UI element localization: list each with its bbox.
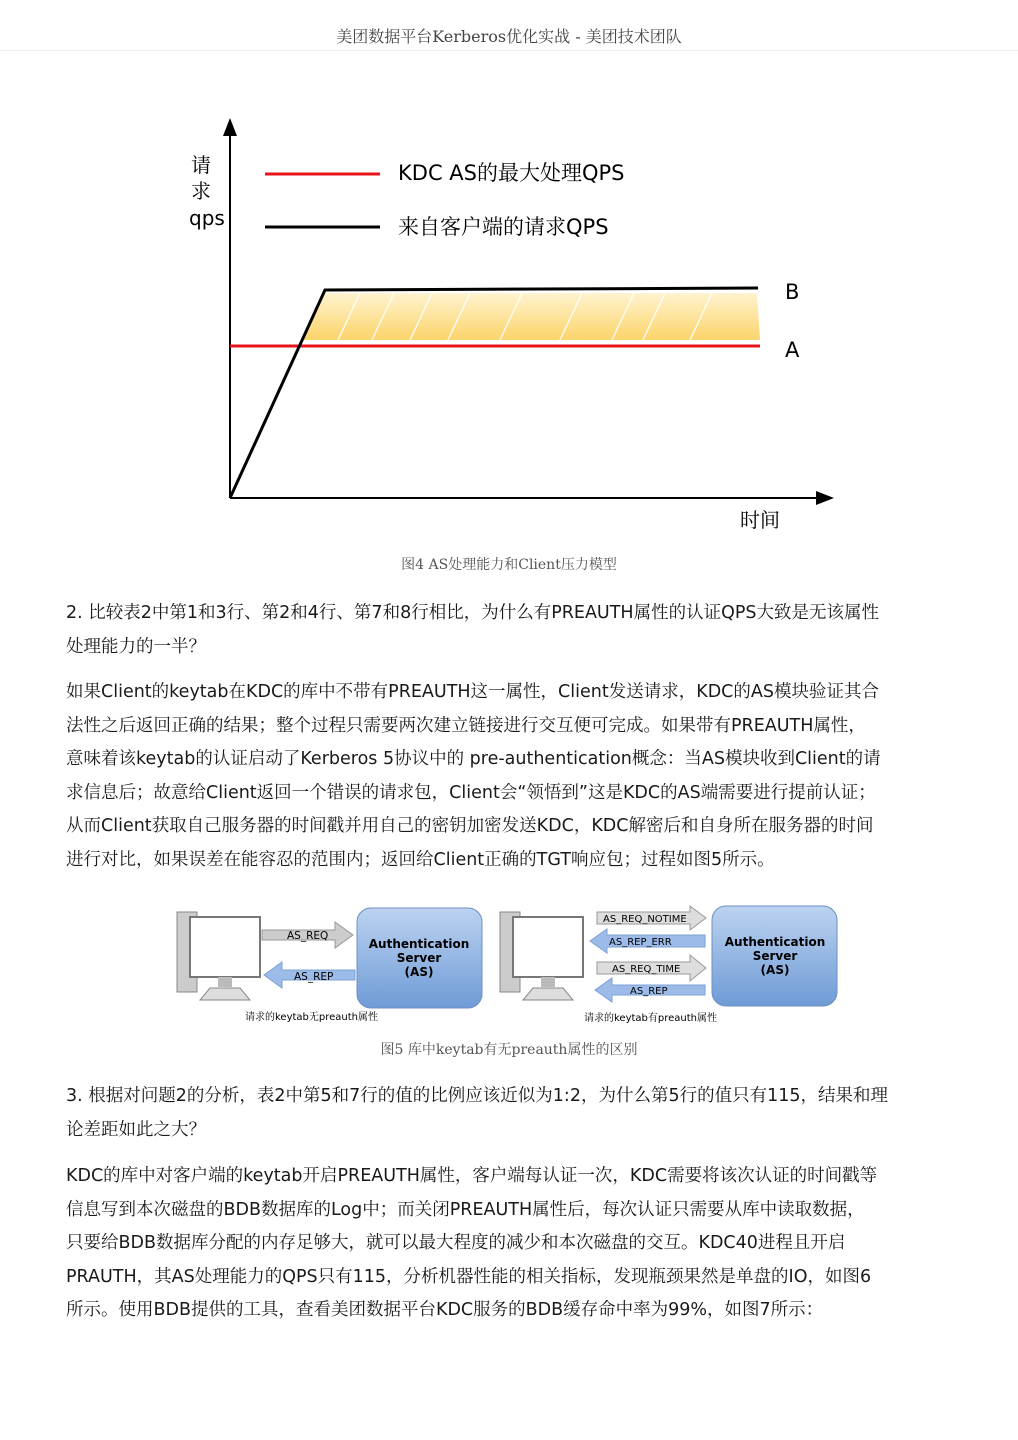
question-2 <box>66 597 966 664</box>
server-label: (AS) <box>404 965 434 979</box>
server-label: Authentication <box>368 937 470 951</box>
text-line: 进行对比，如果误差在能容忍的范围内；返回给Client正确的TGT响应包；过程如图5所示。 <box>66 849 775 870</box>
figure4-caption: 图4 AS处理能力和Client压力模型 <box>401 557 617 573</box>
left-caption: 请求的keytab无preauth属性 <box>245 1012 379 1023</box>
text-line: 3. 根据对问题2的分析，表2中第5和7行的值的比例应该近似为1:2，为什么第5行的值只有115，结果和理 <box>66 1086 888 1106</box>
text-line: 2. 比较表2中第1和3行、第2和4行、第7和8行相比，为什么有PREAUTH属性的认证QPS大致是无该属性 <box>66 603 880 623</box>
msg-as-req-time: AS_REQ_TIME <box>612 964 681 975</box>
server-label: (AS) <box>760 963 790 977</box>
text-line: KDC的库中对客户端的keytab开启PREAUTH属性，客户端每认证一次，KDC需要将该次认证的时间戳等 <box>66 1166 878 1186</box>
figure4-diagram <box>0 0 1018 545</box>
legend-label-client: 来自客户端的请求QPS <box>398 215 609 239</box>
point-a-label: A <box>785 338 800 362</box>
server-label: Server <box>752 949 798 963</box>
text-line: 意味着该keytab的认证启动了Kerberos 5协议中的 pre-authentication概念：当AS模块收到Client的请 <box>66 749 881 769</box>
server-label: Authentication <box>724 935 826 949</box>
y-label-2: 求 <box>191 179 211 203</box>
page-header-title: 美团数据平台Kerberos优化实战 - 美团技术团队 <box>336 27 682 46</box>
text-line: 所示。使用BDB提供的工具，查看美团数据平台KDC服务的BDB缓存命中率为99%，如图7所示： <box>66 1300 824 1320</box>
text-line: 如果Client的keytab在KDC的库中不带有PREAUTH这一属性，Client发送请求，KDC的AS模块验证其合 <box>66 682 879 702</box>
point-b-label: B <box>785 280 800 304</box>
text-line: PRAUTH，其AS处理能力的QPS只有115，分析机器性能的相关指标，发现瓶颈果然是单盘的IO，如图6 <box>66 1266 872 1287</box>
server-label: Server <box>396 951 442 965</box>
msg-as-req: AS_REQ <box>287 930 329 942</box>
text-line: 只要给BDB数据库分配的内存足够大，就可以最大程度的减少和本次磁盘的交互。KDC40进程且开启 <box>66 1233 846 1253</box>
msg-as-rep-err: AS_REP_ERR <box>609 937 672 948</box>
text-line: 求信息后；故意给Client返回一个错误的请求包，Client会“领悟到”这是KDC的AS端需要进行提前认证； <box>66 782 876 803</box>
excess-area <box>302 293 760 340</box>
text-line: 信息写到本次磁盘的BDB数据库的Log中；而关闭PREAUTH属性后，每次认证只需要从库中读取数据， <box>66 1199 865 1220</box>
answer-2 <box>66 676 966 877</box>
msg-as-rep: AS_REP <box>294 971 334 983</box>
figure5-diagram <box>0 900 1018 1030</box>
legend-label-as: KDC AS的最大处理QPS <box>398 161 625 185</box>
client-computer-icon-right <box>500 912 583 1000</box>
x-label: 时间 <box>740 508 780 532</box>
text-line: 论差距如此之大？ <box>66 1119 206 1140</box>
text-line: 处理能力的一半？ <box>66 636 206 657</box>
right-caption: 请求的keytab有preauth属性 <box>584 1013 718 1024</box>
text-line: 从而Client获取自己服务器的时间戳并用自己的密钥加密发送KDC，KDC解密后和自身所在服务器的时间 <box>66 816 874 836</box>
x-axis-arrow-icon <box>816 491 834 505</box>
msg-as-rep: AS_REP <box>630 986 668 997</box>
text-line: 法性之后返回正确的结果；整个过程只需要两次建立链接进行交互便可完成。如果带有PREAUTH属性， <box>66 715 866 736</box>
answer-3 <box>66 1160 966 1328</box>
y-label-3: qps <box>189 206 225 230</box>
msg-as-req-notime: AS_REQ_NOTIME <box>603 914 687 925</box>
y-label-1: 请 <box>191 153 211 177</box>
question-3 <box>66 1080 966 1147</box>
client-computer-icon-left <box>177 912 260 1000</box>
y-axis-arrow-icon <box>223 118 237 136</box>
figure5-caption: 图5 库中keytab有无preauth属性的区别 <box>380 1042 638 1058</box>
